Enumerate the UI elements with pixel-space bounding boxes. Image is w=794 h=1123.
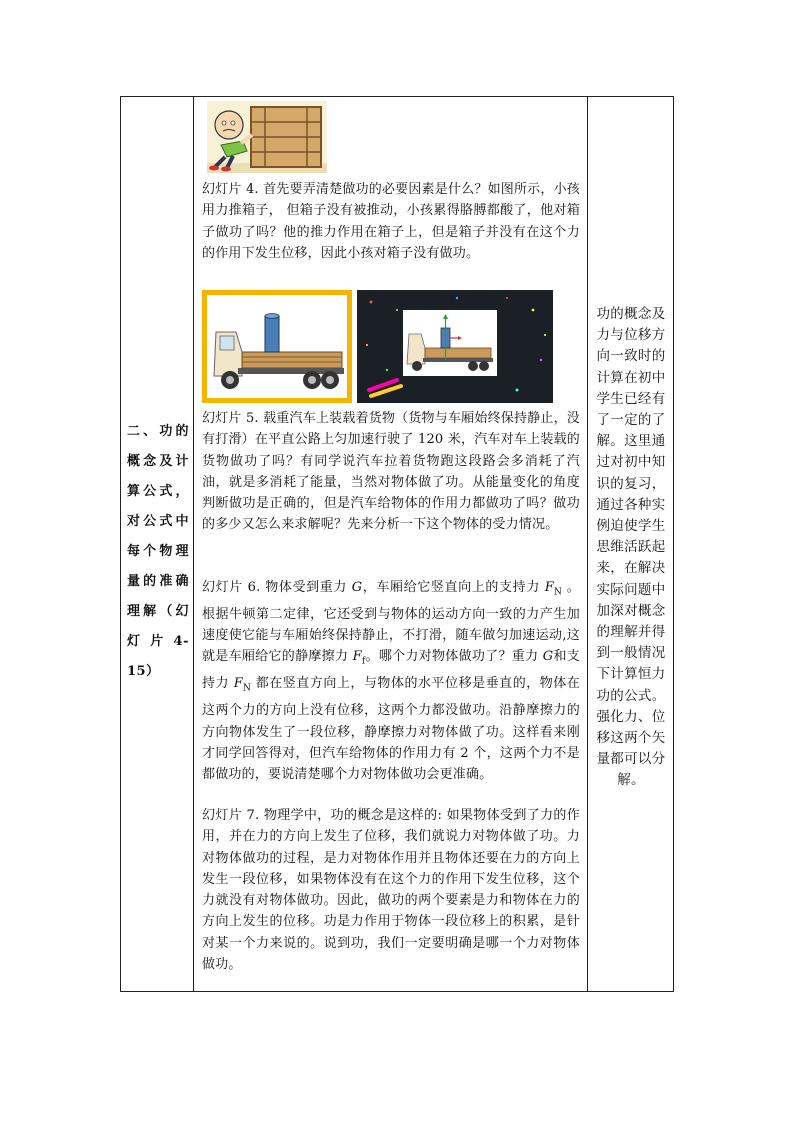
slide4-paragraph: 幻灯片 4. 首先要弄清楚做功的必要因素是什么？如图所示，小孩用力推箱子， 但箱子没有被推动，小孩累得胳膊都酸了，他对箱子做功了吗？他的推力作用在箱子上，但是箱子并没有在这个力的作用下发生位移，因此小孩对箱子没有做功。 (202, 182, 580, 261)
boy-pushing-box-image (207, 101, 327, 173)
symbol-fn-subscript: N (553, 587, 563, 598)
note-column (588, 97, 674, 991)
truck-image (202, 290, 352, 403)
slide6-text-5: 和支持力 (202, 649, 580, 692)
symbol-ff-subscript: f (361, 657, 366, 668)
symbol-g: G (351, 580, 363, 595)
lesson-table (120, 96, 674, 992)
slide7-paragraph: 幻灯片 7. 物理学中，功的概念是这样的: 如果物体受到了力的作用，并在力的方向上发生了位移，我们就说力对物体做了功。力对物体做功的过程，是力对物体作用并且物体还要在力的方向上发生一段位移，如果物体没有在这个力的作用下发生位移，这个力就没有对物体做功。因此，做功的两个要素是力和物体在力的方向上发生的位移。功是力作用于物体一段位移上的积累，是针对某一个力来说的。说到功，我们一定要明确是哪一个力对物体做功。 (202, 808, 580, 973)
section-title: 二、功的概念及计算公式，对公式中每个物理量的准确理解（幻灯片4-15） (127, 424, 189, 679)
symbol-ff: F (352, 649, 362, 665)
symbol-fn: F (544, 580, 554, 595)
symbol-fn2: F (233, 676, 243, 692)
slide6-text-1: 幻灯片 6. 物体受到重力 (202, 580, 352, 595)
section-column (121, 97, 193, 991)
symbol-fn2-subscript: N (242, 683, 252, 694)
truck-force-diagram-image (357, 290, 553, 403)
slide5-paragraph: 幻灯片 5. 载重汽车上装载着货物（货物与车厢始终保持静止，没有打滑）在平直公路上匀加速行驶了 120 米，汽车对车上装载的货物做功了吗？有同学说汽车拉着货物跑这段路会多消耗了汽油，就是多消耗了能量，当然对物体做了功。从能量变化的角度判断做功是正确的，但是汽车给物体的作用力都做功了吗？做功的多少又怎么来求解呢？先来分析一下这个物体的受力情况。 (202, 411, 580, 533)
slide6-text-4: 。哪个力对物体做功了？重力 (365, 649, 543, 665)
slide6-paragraph (202, 577, 580, 785)
slide6-text-2: ，车厢给它竖直向上的支持力 (362, 580, 545, 595)
slide6-text-3: 。根据牛顿第二定律，它还受到与物体的运动方向一致的力产生加速度使它能与车厢始终保持静止，不打滑，随车做匀加速运动,这就是车厢给它的静摩擦力 (202, 580, 580, 665)
slide6-text-6: 都在竖直方向上，与物体的水平位移是垂直的，物体在这两个力的方向上没有位移，这两个力都没做功。沿静摩擦力的方向物体发生了一段位移，静摩擦力对物体做了功。这样看来刚才同学回答得对，但汽车给物体的作用力有 2 个，这两个力不是都做功的，要说清楚哪个力对物体做功会更准确。 (202, 676, 580, 783)
teaching-note: 功的概念及力与位移方向一致时的计算在初中学生已经有了一定的了解。这里通过对初中知识的复习，通过各种实例迫使学生思维活跃起来，在解决实际问题中加深对概念的理解并得到一般情况下计算恒力功的公式。强化力、位移这两个矢量都可以分解。 (596, 306, 666, 789)
content-column (194, 97, 587, 991)
symbol-g2: G (542, 649, 554, 665)
